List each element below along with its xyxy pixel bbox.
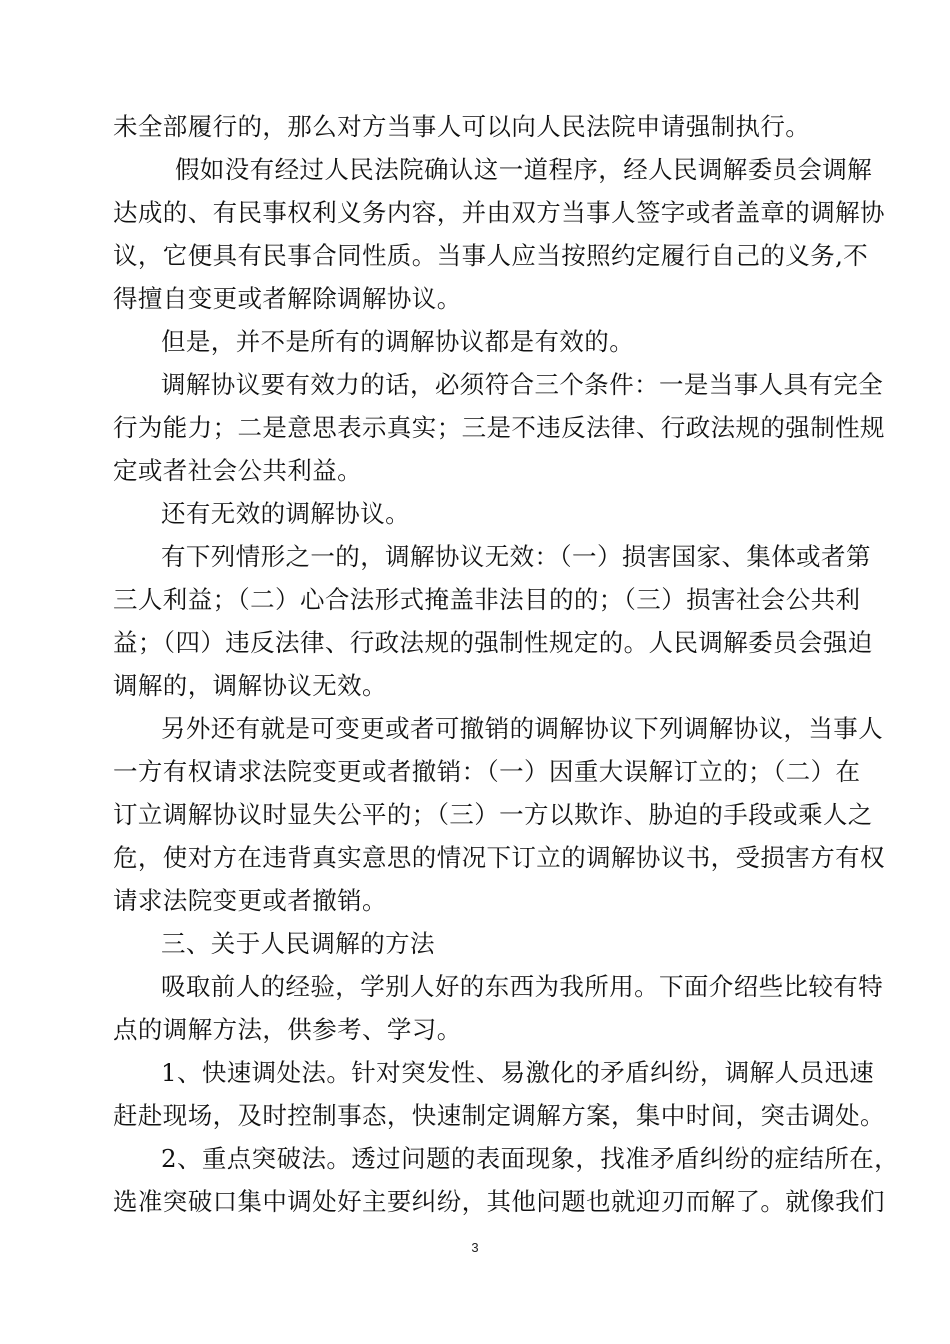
text-line: 议，它便具有民事合同性质。当事人应当按照约定履行自己的义务,不	[113, 241, 869, 270]
text-line: 调解的，调解协议无效。	[113, 671, 387, 700]
text-line: 危，使对方在违背真实意思的情况下订立的调解协议书，受损害方有权	[113, 843, 885, 872]
text-line: 三人利益；（二）心合法形式掩盖非法目的的；（三）损害社会公共利	[113, 585, 861, 614]
text-line: 点的调解方法，供参考、学习。	[113, 1015, 462, 1044]
section-heading: 三、关于人民调解的方法	[161, 929, 435, 958]
text-line: 假如没有经过人民法院确认这一道程序，经人民调解委员会调解	[175, 155, 873, 184]
text-line: 2、重点突破法。透过问题的表面现象，找准矛盾纠纷的症结所在，	[161, 1144, 900, 1173]
text-line: 另外还有就是可变更或者可撤销的调解协议下列调解协议，当事人	[161, 714, 884, 743]
text-line: 吸取前人的经验，学别人好的东西为我所用。下面介绍些比较有特	[161, 972, 884, 1001]
text-line: 但是，并不是所有的调解协议都是有效的。	[161, 327, 635, 356]
text-line: 有下列情形之一的，调解协议无效：（一）损害国家、集体或者第	[161, 542, 871, 571]
text-line: 赶赴现场，及时控制事态，快速制定调解方案，集中时间，突击调处。	[113, 1101, 885, 1130]
text-line: 请求法院变更或者撤销。	[113, 886, 387, 915]
text-line: 达成的、有民事权利义务内容，并由双方当事人签字或者盖章的调解协	[113, 198, 885, 227]
text-line: 行为能力；二是意思表示真实；三是不违反法律、行政法规的强制性规	[113, 413, 885, 442]
text-line: 未全部履行的，那么对方当事人可以向人民法院申请强制执行。	[113, 112, 811, 141]
text-line: 定或者社会公共利益。	[113, 456, 362, 485]
text-line: 1、快速调处法。针对突发性、易激化的矛盾纠纷，调解人员迅速	[161, 1058, 875, 1087]
text-line: 订立调解协议时显失公平的；（三）一方以欺诈、胁迫的手段或乘人之	[113, 800, 873, 829]
text-line: 选准突破口集中调处好主要纠纷，其他问题也就迎刃而解了。就像我们	[113, 1187, 885, 1216]
text-line: 还有无效的调解协议。	[161, 499, 410, 528]
text-line: 一方有权请求法院变更或者撤销：（一）因重大误解订立的；（二）在	[113, 757, 861, 786]
text-line: 益；（四）违反法律、行政法规的强制性规定的。人民调解委员会强迫	[113, 628, 873, 657]
text-line: 得擅自变更或者解除调解协议。	[113, 284, 462, 313]
text-line: 调解协议要有效力的话，必须符合三个条件：一是当事人具有完全	[161, 370, 884, 399]
page-number: 3	[471, 1240, 479, 1255]
